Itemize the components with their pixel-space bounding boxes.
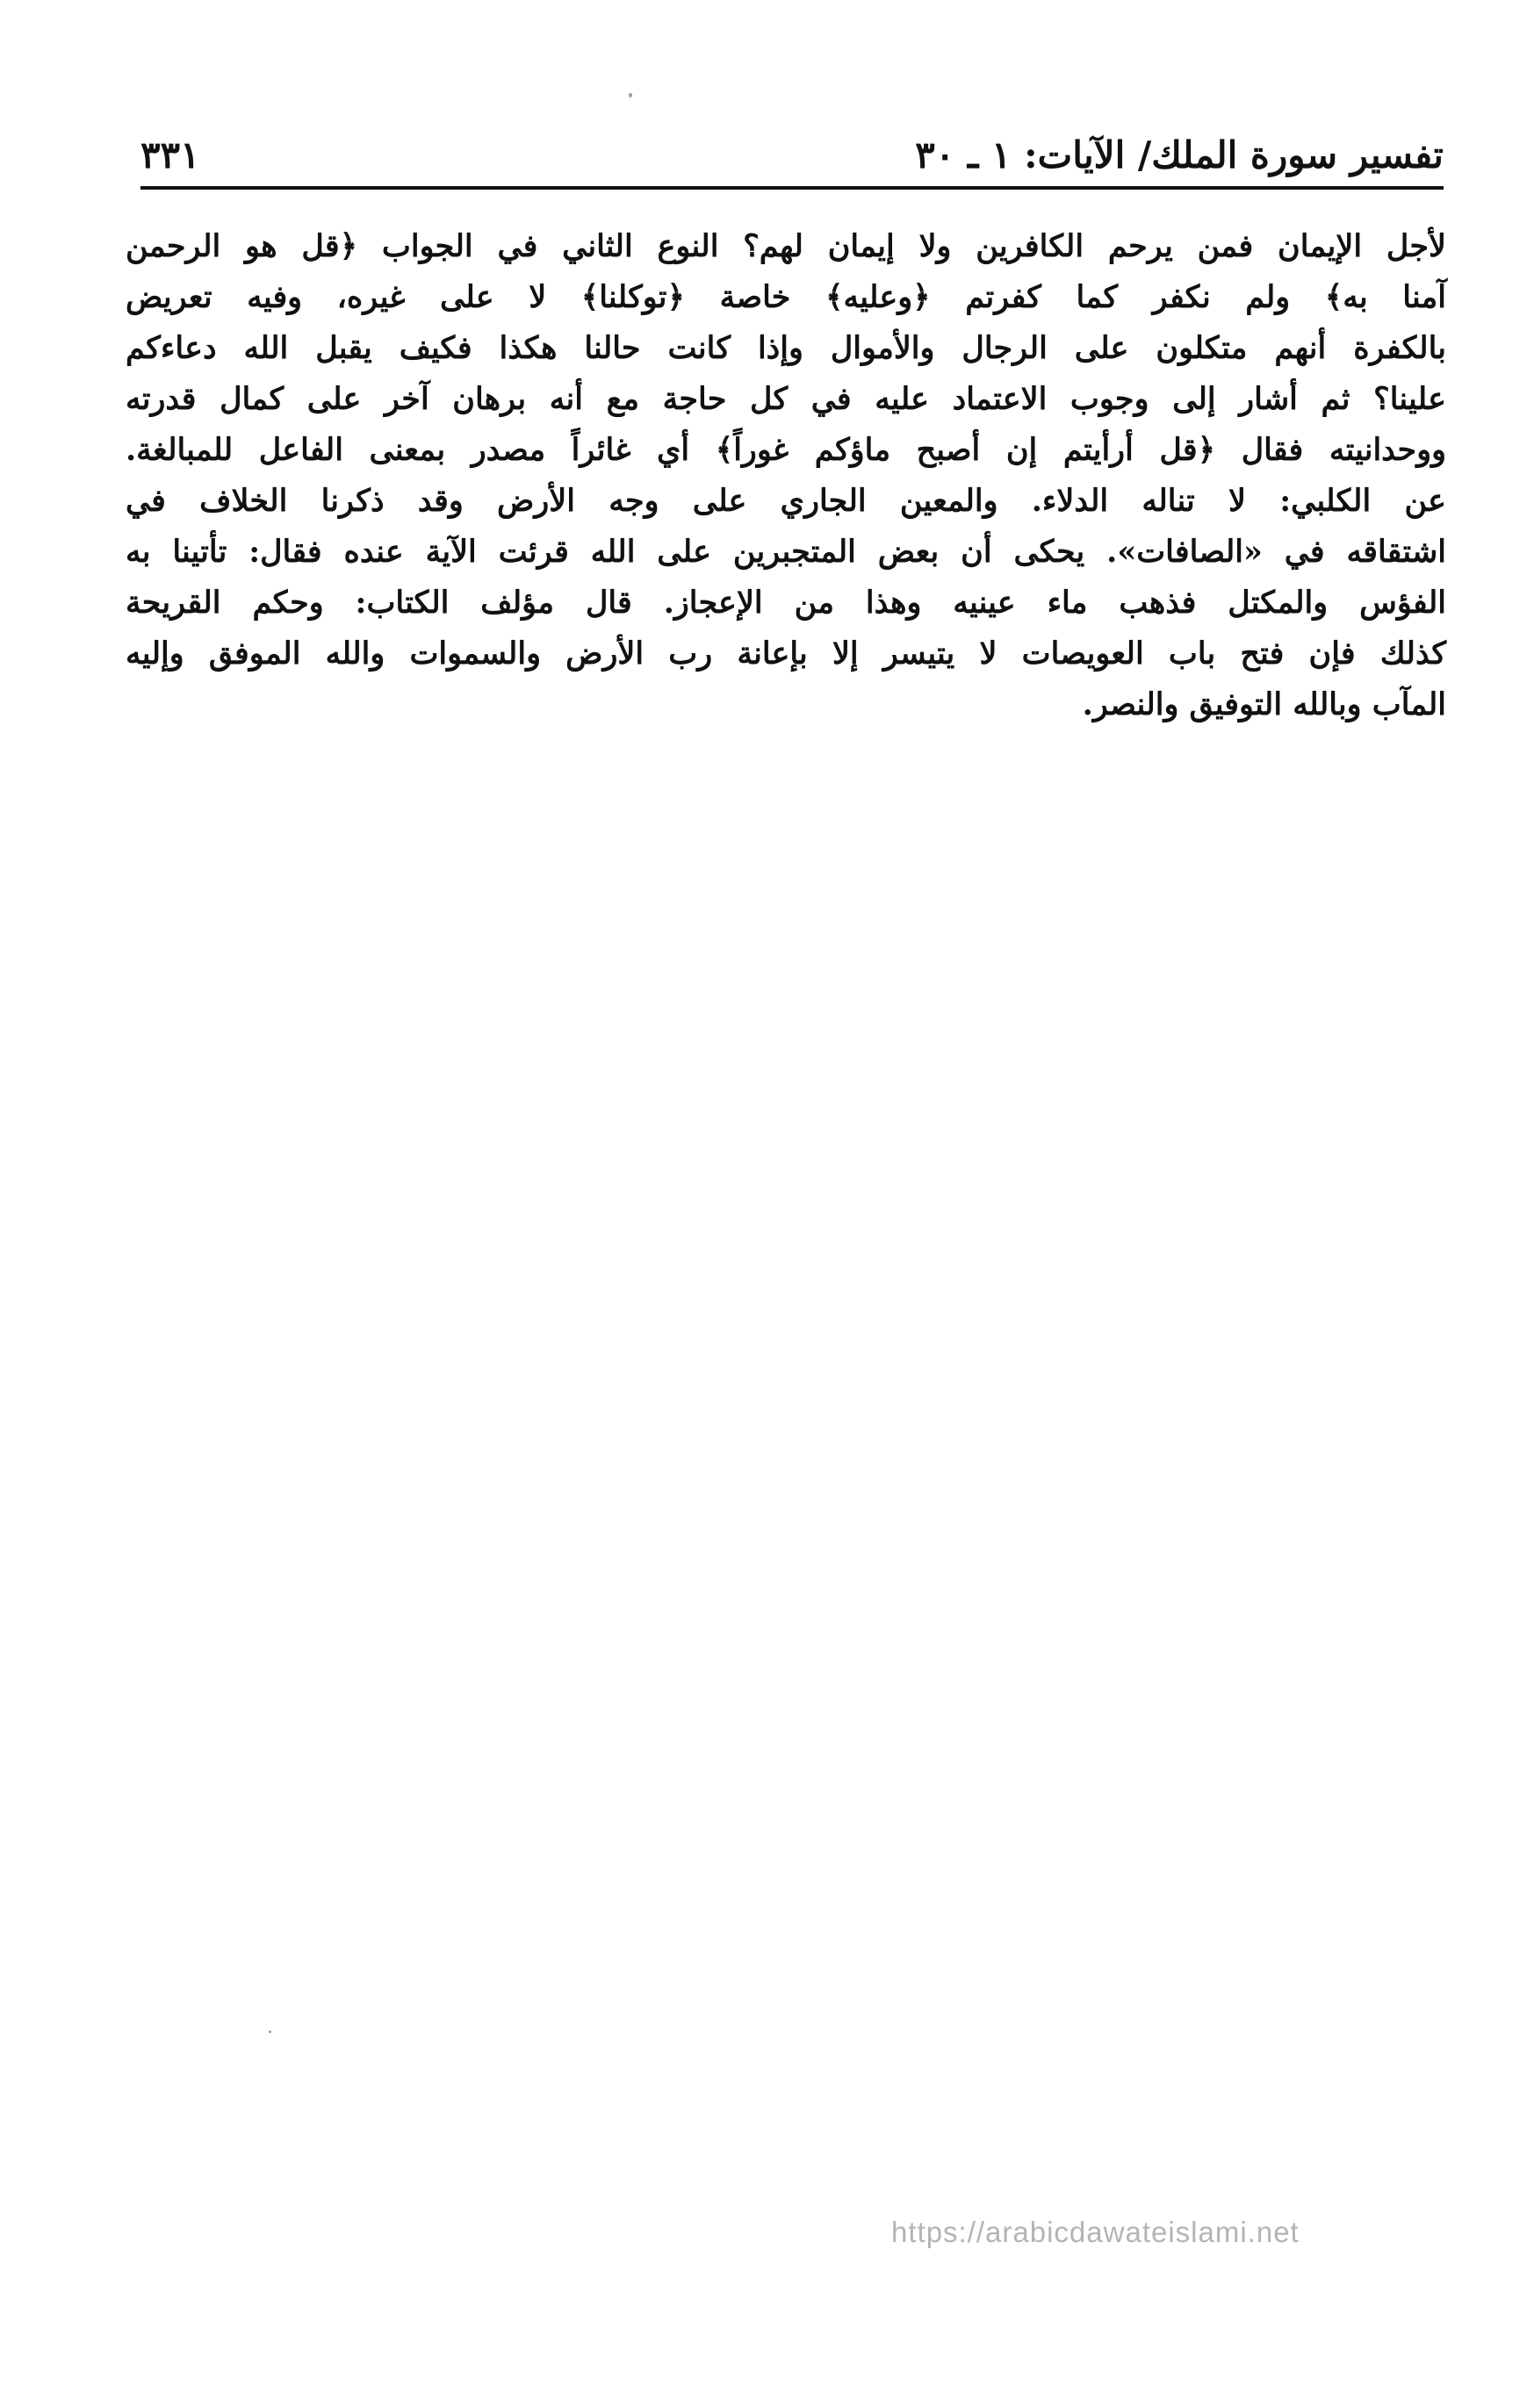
running-header — [140, 128, 1444, 183]
body-text — [126, 221, 1446, 730]
text-line: آمنا به﴾ ولم نكفر كما كفرتم ﴿وعليه﴾ خاصة ﴿توكلنا﴾ لا على غيره، وفيه تعريض — [126, 279, 1446, 315]
header-rule — [140, 186, 1444, 190]
text-line: ووحدانيته فقال ﴿قل أرأيتم إن أصبح ماؤكم غوراً﴾ أي غائراً مصدر بمعنى الفاعل للمبالغة. — [126, 432, 1446, 468]
running-title: تفسير سورة الملك/ الآيات: ١ ـ ٣٠ — [915, 133, 1444, 176]
text-line: المآب وبالله التوفيق والنصر. — [1082, 686, 1446, 722]
text-line: اشتقاقه في «الصافات». يحكى أن بعض المتجبرين على الله قرئت الآية عنده فقال: تأتينا به — [126, 534, 1446, 570]
scan-speck — [269, 2031, 271, 2033]
text-line: كذلك فإن فتح باب العويصات لا يتيسر إلا بإعانة رب الأرض والسموات والله الموفق وإليه — [126, 636, 1446, 672]
watermark-url: https://arabicdawateislami.net — [891, 2216, 1300, 2248]
scan-speck — [629, 93, 632, 97]
page-number: ٣٣١ — [140, 133, 200, 176]
text-line: عن الكلبي: لا تناله الدلاء. والمعين الجاري على وجه الأرض وقد ذكرنا الخلاف في — [126, 483, 1446, 519]
text-line: الفؤس والمكتل فذهب ماء عينيه وهذا من الإعجاز. قال مؤلف الكتاب: وحكم القريحة — [126, 585, 1446, 621]
text-line: لأجل الإيمان فمن يرحم الكافرين ولا إيمان لهم؟ النوع الثاني في الجواب ﴿قل هو الرحمن — [126, 228, 1446, 264]
text-line: علينا؟ ثم أشار إلى وجوب الاعتماد عليه في كل حاجة مع أنه برهان آخر على كمال قدرته — [126, 381, 1446, 417]
text-line: بالكفرة أنهم متكلون على الرجال والأموال وإذا كانت حالنا هكذا فكيف يقبل الله دعاءكم — [126, 330, 1446, 366]
